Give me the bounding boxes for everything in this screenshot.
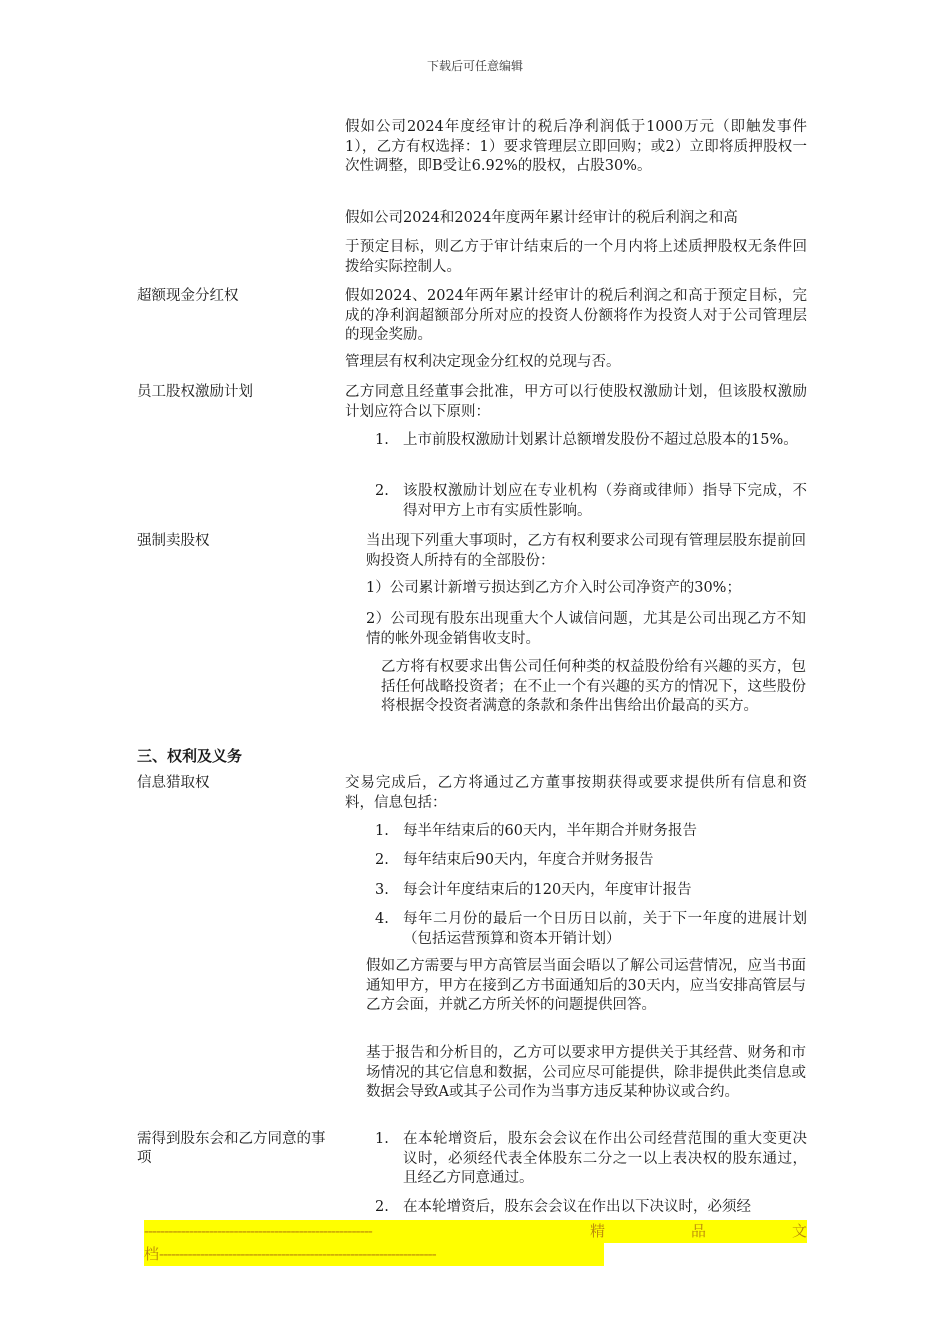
paragraph-management-meeting: 假如乙方需要与甲方高管层当面会晤以了解公司运营情况，应当书面通知甲方，甲方在接到乙方书面通知后的30天内，应当安排高管层与乙方会面，并就乙方所关怀的问题提供回答。: [366, 958, 806, 1013]
label-employee-equity-incentive: 员工股权激励计划: [137, 384, 253, 400]
footer-char: 档: [144, 1245, 160, 1263]
list-item: [375, 822, 807, 842]
paragraph-condition-1: 1）公司累计新增亏损达到乙方介入时公司净资产的30%；: [366, 580, 741, 596]
list-text: 每会计年度结束后的120天内，年度审计报告: [403, 882, 692, 898]
list-item: [375, 1130, 807, 1189]
list-number: 3.: [375, 882, 389, 898]
footer-dashes: --------------------------------------------------------: [144, 1222, 372, 1240]
paragraph-buyback-conditions: 当出现下列重大事项时，乙方有权利要求公司现有管理层股东提前回购投资人所持有的全部股份：: [366, 533, 806, 569]
list-item: [375, 431, 807, 451]
list-text: 该股权激励计划应在专业机构（券商或律师）指导下完成，不得对甲方上市有实质性影响。: [403, 483, 807, 519]
footer-dashes: --------------------------------------------------------------------: [159, 1245, 436, 1263]
paragraph-sale-right: 乙方将有权要求出售公司任何种类的权益股份给有兴趣的买方，包括任何战略投资者；在不止一个有兴趣的买方的情况下，这些股份将根据令投资者满意的条款和条件出售给出价最高的买方。: [381, 659, 806, 714]
label-drag-along: 强制卖股权: [137, 533, 210, 549]
list-item: [375, 482, 807, 521]
label-excess-cash-dividend: 超额现金分红权: [137, 288, 239, 304]
list-text: 在本轮增资后，股东会会议在作出以下决议时，必须经: [403, 1199, 751, 1215]
paragraph-condition-2: 2）公司现有股东出现重大个人诚信问题，尤其是公司出现乙方不知情的帐外现金销售收支时。: [366, 611, 806, 647]
list-text: 在本轮增资后，股东会会议在作出公司经营范围的重大变更决议时，必须经代表全体股东二分之一以上表决权的股东通过，且经乙方同意通过。: [403, 1131, 807, 1186]
list-number: 1.: [375, 823, 389, 839]
list-number: 2.: [375, 852, 389, 868]
paragraph-esop-intro: 乙方同意且经董事会批准，甲方可以行使股权激励计划，但该股权激励计划应符合以下原则：: [345, 384, 807, 420]
list-text: 每半年结束后的60天内，半年期合并财务报告: [403, 823, 697, 839]
footer-char: 文: [791, 1222, 807, 1240]
section-heading: 三、权利及义务: [137, 747, 243, 765]
paragraph-excess-bonus: 假如2024、2024年两年累计经审计的税后利润之和高于预定目标，完成的净利润超额部分所对应的投资人份额将作为投资人对于公司管理层的现金奖励。: [345, 288, 807, 343]
paragraph-info-intro: 交易完成后，乙方将通过乙方董事按期获得或要求提供所有信息和资料，信息包括：: [345, 775, 807, 811]
label-information-right: 信息猎取权: [137, 775, 210, 791]
paragraph-pledge-return: 于预定目标，则乙方于审计结束后的一个月内将上述质押股权无条件回拨给实际控制人。: [345, 239, 807, 275]
list-number: 2.: [375, 483, 389, 499]
footer-char: 精: [589, 1222, 605, 1240]
paragraph-two-year-profit: 假如公司2024和2024年度两年累计经审计的税后利润之和高: [345, 210, 738, 226]
list-number: 1.: [375, 432, 389, 448]
page-header: 下载后可任意编辑: [426, 59, 523, 73]
list-text: 每年结束后90天内，年度合并财务报告: [403, 852, 654, 868]
paragraph-trigger-event: 假如公司2024年度经审计的税后净利润低于1000万元（即触发事件1），乙方有权选择：1）要求管理层立即回购；或2）立即将质押股权一次性调整，即B受让6.92%的股权，占股30%。: [345, 119, 807, 174]
footer-char: 品: [690, 1222, 706, 1240]
list-item: [375, 881, 807, 901]
list-item: [375, 1198, 807, 1218]
paragraph-additional-info: 基于报告和分析目的，乙方可以要求甲方提供关于其经营、财务和市场情况的其它信息和数据，公司应尽可能提供，除非提供此类信息或数据会导致A或其子公司作为当事方违反某种协议或合约。: [366, 1045, 806, 1100]
paragraph-management-right: 管理层有权利决定现金分红权的兑现与否。: [345, 354, 621, 370]
list-text: 每年二月份的最后一个日历日以前，关于下一年度的进展计划（包括运营预算和资本开销计划）: [403, 911, 807, 947]
list-item: [375, 851, 807, 871]
list-number: 1.: [375, 1131, 389, 1147]
list-text: 上市前股权激励计划累计总额增发股份不超过总股本的15%。: [403, 432, 798, 448]
label-shareholder-consent: 需得到股东会和乙方同意的事项: [137, 1131, 326, 1166]
list-number: 4.: [375, 911, 389, 927]
footer-watermark: [144, 1220, 807, 1273]
list-number: 2.: [375, 1199, 389, 1215]
list-item: [375, 910, 807, 949]
